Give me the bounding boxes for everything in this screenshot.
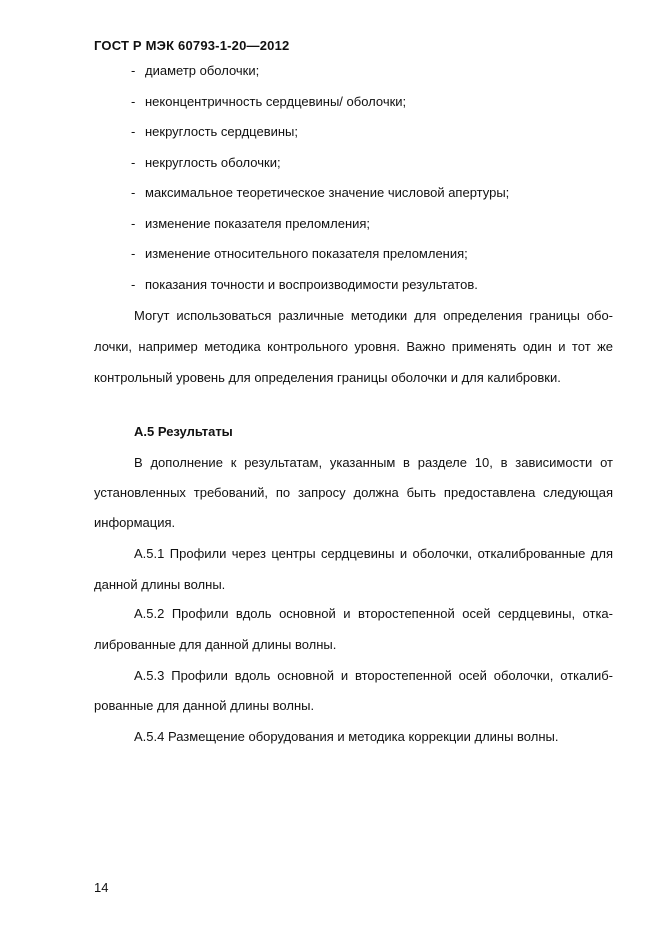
paragraph-line: контрольный уровень для определения границы оболочки и для калибровки. [94, 370, 561, 385]
list-dash: - [131, 246, 136, 261]
paragraph-line: установленных требований, по запросу должна быть предоставлена следующая [94, 485, 613, 500]
clause-a51-line: А.5.1 Профили через центры сердцевины и оболочки, откалиброванные для [134, 546, 613, 561]
list-dash: - [131, 94, 136, 109]
list-item-text: максимальное теоретическое значение числовой апертуры; [145, 185, 510, 200]
list-dash: - [131, 185, 136, 200]
page-number: 14 [94, 880, 109, 895]
list-dash: - [131, 277, 136, 292]
list-item [131, 155, 281, 171]
list-item-text: некруглость оболочки; [145, 155, 281, 170]
clause-a53-line: А.5.3 Профили вдоль основной и второстепенной осей оболочки, откалиб- [134, 668, 613, 683]
list-item [131, 124, 298, 140]
list-item [131, 185, 509, 201]
section-title: А.5 Результаты [134, 424, 233, 439]
list-item-text: показания точности и воспроизводимости результатов. [145, 277, 478, 292]
clause-a54-line: А.5.4 Размещение оборудования и методика коррекции длины волны. [134, 729, 559, 744]
paragraph-line: информация. [94, 515, 176, 530]
list-item-text: изменение относительного показателя преломления; [145, 246, 468, 261]
list-item [131, 63, 259, 79]
list-item-text: некруглость сердцевины; [145, 124, 299, 139]
document-header: ГОСТ Р МЭК 60793-1-20—2012 [94, 38, 290, 53]
list-dash: - [131, 63, 136, 78]
list-item [131, 246, 468, 262]
clause-a52-line: либрованные для данной длины волны. [94, 637, 337, 652]
list-item-text: неконцентричность сердцевины/ оболочки; [145, 94, 407, 109]
clause-a53-line: рованные для данной длины волны. [94, 698, 315, 713]
list-item-text: изменение показателя преломления; [145, 216, 371, 231]
list-dash: - [131, 124, 136, 139]
list-dash: - [131, 155, 136, 170]
list-item [131, 94, 406, 110]
paragraph-line: лочки, например методика контрольного уровня. Важно применять один и тот же [94, 339, 613, 354]
paragraph-line: В дополнение к результатам, указанным в разделе 10, в зависимости от [134, 455, 613, 470]
clause-a51-line: данной длины волны. [94, 577, 226, 592]
list-dash: - [131, 216, 136, 231]
list-item [131, 216, 370, 232]
paragraph-line: Могут использоваться различные методики для определения границы обо- [134, 308, 613, 323]
clause-a52-line: А.5.2 Профили вдоль основной и второстепенной осей сердцевины, отка- [134, 606, 613, 621]
list-item [131, 277, 478, 293]
list-item-text: диаметр оболочки; [145, 63, 260, 78]
